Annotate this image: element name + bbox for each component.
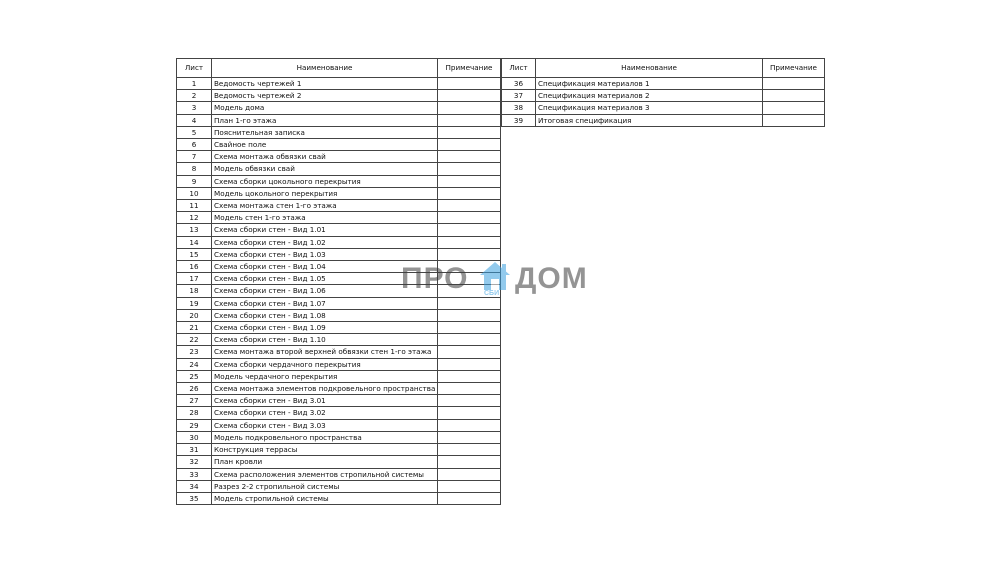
table-row <box>177 236 501 248</box>
note-cell <box>438 395 501 407</box>
sheet-number-cell: 35 <box>177 492 212 504</box>
drawing-name-cell: Модель дома <box>212 102 438 114</box>
sheet-number-cell: 11 <box>177 200 212 212</box>
sheet-number-cell: 18 <box>177 285 212 297</box>
note-cell <box>763 90 825 102</box>
note-cell <box>438 431 501 443</box>
note-cell <box>438 175 501 187</box>
header-name: Наименование <box>536 59 763 78</box>
table-row <box>177 224 501 236</box>
note-cell <box>438 163 501 175</box>
table-row <box>177 358 501 370</box>
drawing-name-cell: Схема сборки стен - Вид 1.06 <box>212 285 438 297</box>
sheet-number-cell: 6 <box>177 139 212 151</box>
drawing-name-cell: Модель обвязки свай <box>212 163 438 175</box>
sheet-number-cell: 32 <box>177 456 212 468</box>
note-cell <box>438 346 501 358</box>
note-cell <box>438 126 501 138</box>
table-row <box>177 248 501 260</box>
table-row <box>177 468 501 480</box>
table-row <box>177 151 501 163</box>
table-body-right <box>502 78 825 127</box>
drawing-name-cell: Схема сборки стен - Вид 3.03 <box>212 419 438 431</box>
sheet-number-cell: 15 <box>177 248 212 260</box>
note-cell <box>438 480 501 492</box>
note-cell <box>438 492 501 504</box>
note-cell <box>438 102 501 114</box>
table-row <box>177 419 501 431</box>
drawing-name-cell: Схема монтажа стен 1-го этажа <box>212 200 438 212</box>
table-row <box>177 383 501 395</box>
note-cell <box>763 78 825 90</box>
sheet-number-cell: 19 <box>177 297 212 309</box>
table-row <box>177 322 501 334</box>
drawing-name-cell: Разрез 2-2 стропильной системы <box>212 480 438 492</box>
sheet-number-cell: 20 <box>177 309 212 321</box>
table-row <box>177 456 501 468</box>
note-cell <box>438 322 501 334</box>
table-row <box>177 175 501 187</box>
sheet-number-cell: 24 <box>177 358 212 370</box>
sheet-number-cell: 4 <box>177 114 212 126</box>
note-cell <box>438 468 501 480</box>
drawing-name-cell: Схема сборки стен - Вид 1.09 <box>212 322 438 334</box>
note-cell <box>438 370 501 382</box>
watermark-text-pro: ПРО <box>401 262 469 295</box>
drawing-name-cell: Спецификация материалов 1 <box>536 78 763 90</box>
table-row <box>177 309 501 321</box>
note-cell <box>438 151 501 163</box>
drawing-name-cell: План кровли <box>212 456 438 468</box>
sheet-number-cell: 2 <box>177 90 212 102</box>
note-cell <box>438 383 501 395</box>
sheet-number-cell: 1 <box>177 78 212 90</box>
sheet-number-cell: 33 <box>177 468 212 480</box>
drawing-name-cell: Схема монтажа второй верхней обвязки стен 1-го этажа <box>212 346 438 358</box>
table-row <box>177 346 501 358</box>
drawing-name-cell: Свайное поле <box>212 139 438 151</box>
watermark-text-dom: ДОМ <box>515 262 588 295</box>
sheet-number-cell: 9 <box>177 175 212 187</box>
drawing-name-cell: Схема сборки стен - Вид 3.02 <box>212 407 438 419</box>
note-cell <box>438 139 501 151</box>
header-note: Примечание <box>763 59 825 78</box>
table-row <box>177 334 501 346</box>
note-cell <box>438 236 501 248</box>
sheet-number-cell: 28 <box>177 407 212 419</box>
drawing-name-cell: Схема сборки стен - Вид 1.01 <box>212 224 438 236</box>
sheet-number-cell: 14 <box>177 236 212 248</box>
sheet-number-cell: 23 <box>177 346 212 358</box>
note-cell <box>438 334 501 346</box>
note-cell <box>763 114 825 126</box>
drawing-name-cell: Модель цокольного перекрытия <box>212 187 438 199</box>
sheet-number-cell: 17 <box>177 273 212 285</box>
sheet-number-cell: 36 <box>502 78 536 90</box>
drawing-name-cell: Схема сборки стен - Вид 1.04 <box>212 261 438 273</box>
drawing-name-cell: Схема сборки стен - Вид 1.10 <box>212 334 438 346</box>
table-row <box>177 407 501 419</box>
drawing-name-cell: Схема монтажа обвязки свай <box>212 151 438 163</box>
note-cell <box>438 456 501 468</box>
note-cell <box>438 114 501 126</box>
drawing-list-table-right <box>501 58 825 127</box>
header-sheet: Лист <box>177 59 212 78</box>
table-row <box>177 395 501 407</box>
note-cell <box>438 90 501 102</box>
table-row <box>502 90 825 102</box>
note-cell <box>438 444 501 456</box>
table-row <box>177 480 501 492</box>
sheet-number-cell: 13 <box>177 224 212 236</box>
note-cell <box>763 102 825 114</box>
drawing-name-cell: Ведомость чертежей 2 <box>212 90 438 102</box>
table-row <box>177 78 501 90</box>
table-row <box>177 163 501 175</box>
sheet-number-cell: 34 <box>177 480 212 492</box>
drawing-name-cell: Схема сборки чердачного перекрытия <box>212 358 438 370</box>
sheet-number-cell: 7 <box>177 151 212 163</box>
note-cell <box>438 78 501 90</box>
drawing-name-cell: Схема сборки стен - Вид 1.03 <box>212 248 438 260</box>
table-row <box>177 139 501 151</box>
sheet-number-cell: 22 <box>177 334 212 346</box>
drawing-name-cell: Модель стропильной системы <box>212 492 438 504</box>
note-cell <box>438 358 501 370</box>
table-row <box>177 431 501 443</box>
drawing-name-cell: Спецификация материалов 3 <box>536 102 763 114</box>
watermark-logo <box>398 260 608 302</box>
drawing-name-cell: Схема сборки стен - Вид 1.08 <box>212 309 438 321</box>
sheet-number-cell: 37 <box>502 90 536 102</box>
drawing-name-cell: Схема сборки стен - Вид 1.07 <box>212 297 438 309</box>
drawing-name-cell: Спецификация материалов 2 <box>536 90 763 102</box>
table-row <box>177 102 501 114</box>
note-cell <box>438 212 501 224</box>
table-row <box>502 78 825 90</box>
drawing-name-cell: Итоговая спецификация <box>536 114 763 126</box>
sheet-number-cell: 3 <box>177 102 212 114</box>
table-row <box>502 102 825 114</box>
sheet-number-cell: 39 <box>502 114 536 126</box>
table-row <box>177 444 501 456</box>
table-row <box>177 200 501 212</box>
note-cell <box>438 419 501 431</box>
note-cell <box>438 187 501 199</box>
drawing-name-cell: Модель подкровельного пространства <box>212 431 438 443</box>
note-cell <box>438 200 501 212</box>
sheet-number-cell: 5 <box>177 126 212 138</box>
sheet-number-cell: 31 <box>177 444 212 456</box>
watermark-subtext: СБИ <box>484 290 500 297</box>
table-row <box>177 212 501 224</box>
table-row <box>177 492 501 504</box>
drawing-name-cell: Схема монтажа элементов подкровельного пространства <box>212 383 438 395</box>
sheet-number-cell: 12 <box>177 212 212 224</box>
table-row <box>502 114 825 126</box>
note-cell <box>438 407 501 419</box>
table-row <box>177 187 501 199</box>
table-row <box>177 114 501 126</box>
sheet-number-cell: 10 <box>177 187 212 199</box>
note-cell <box>438 248 501 260</box>
sheet-number-cell: 21 <box>177 322 212 334</box>
table-row <box>177 90 501 102</box>
table-header-row <box>177 59 501 78</box>
note-cell <box>438 309 501 321</box>
sheet-number-cell: 16 <box>177 261 212 273</box>
drawing-name-cell: Схема расположения элементов стропильной системы <box>212 468 438 480</box>
drawing-name-cell: Конструкция террасы <box>212 444 438 456</box>
drawing-name-cell: Схема сборки стен - Вид 1.02 <box>212 236 438 248</box>
header-sheet: Лист <box>502 59 536 78</box>
table-row <box>177 126 501 138</box>
drawing-name-cell: Пояснительная записка <box>212 126 438 138</box>
drawing-name-cell: Схема сборки стен - Вид 1.05 <box>212 273 438 285</box>
note-cell <box>438 224 501 236</box>
table-row <box>177 370 501 382</box>
drawing-name-cell: Схема сборки стен - Вид 3.01 <box>212 395 438 407</box>
sheet-number-cell: 38 <box>502 102 536 114</box>
header-name: Наименование <box>212 59 438 78</box>
drawing-name-cell: План 1-го этажа <box>212 114 438 126</box>
sheet-number-cell: 29 <box>177 419 212 431</box>
sheet-number-cell: 30 <box>177 431 212 443</box>
table-header-row <box>502 59 825 78</box>
header-note: Примечание <box>438 59 501 78</box>
drawing-name-cell: Модель чердачного перекрытия <box>212 370 438 382</box>
sheet-number-cell: 25 <box>177 370 212 382</box>
drawing-name-cell: Схема сборки цокольного перекрытия <box>212 175 438 187</box>
sheet-number-cell: 26 <box>177 383 212 395</box>
sheet-number-cell: 27 <box>177 395 212 407</box>
sheet-number-cell: 8 <box>177 163 212 175</box>
drawing-name-cell: Модель стен 1-го этажа <box>212 212 438 224</box>
drawing-name-cell: Ведомость чертежей 1 <box>212 78 438 90</box>
